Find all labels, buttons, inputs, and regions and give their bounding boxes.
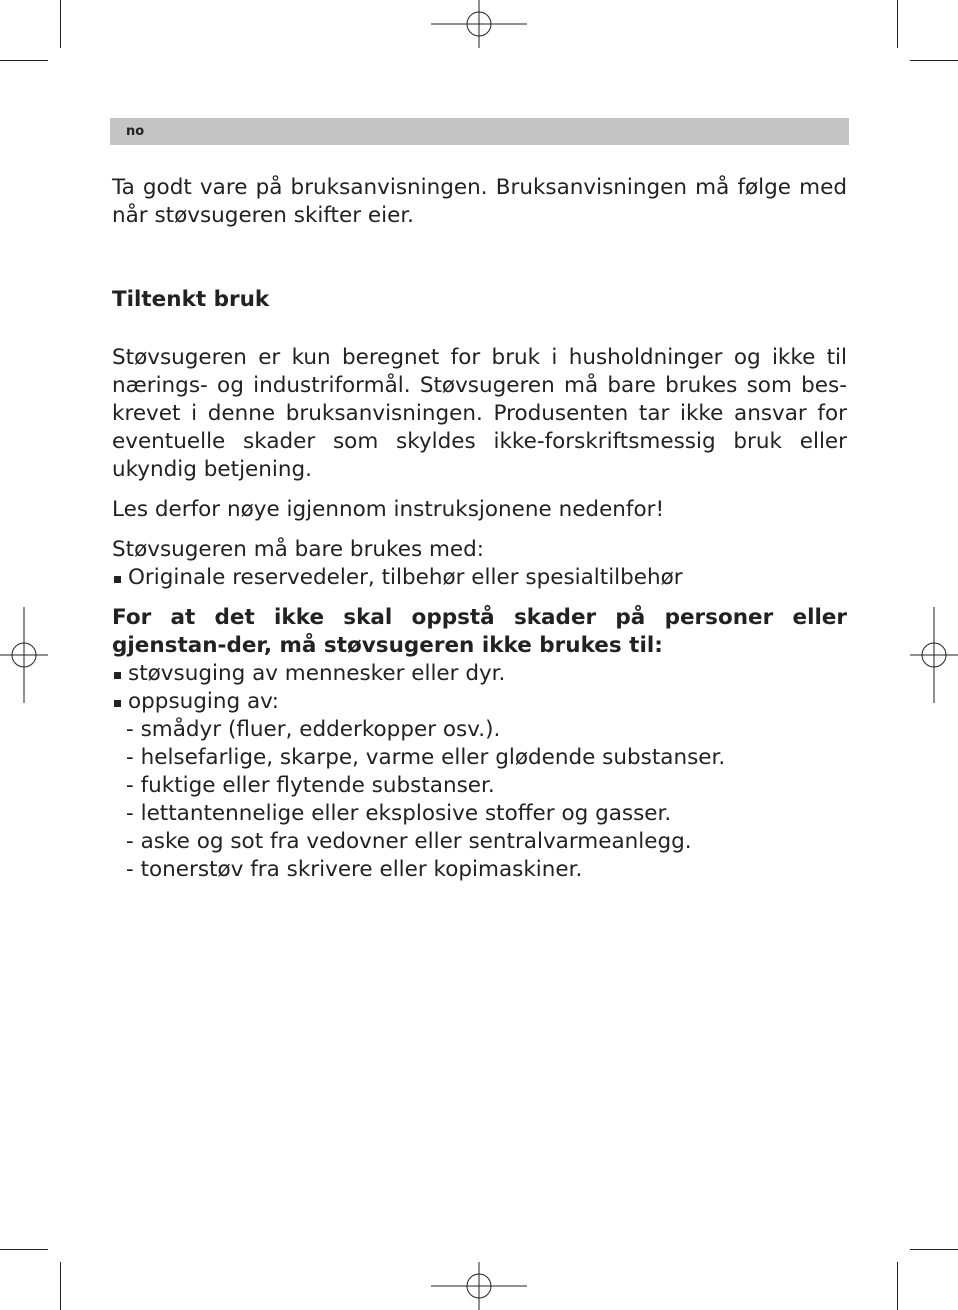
list-item: Originale reservedeler, tilbehør eller spesialtilbehør — [112, 564, 847, 592]
list-item: oppsuging av: — [112, 688, 847, 716]
usage-list — [112, 564, 847, 592]
registration-mark-right — [910, 607, 958, 703]
crop-mark-top-right-horizontal — [910, 60, 958, 61]
registration-mark-left — [0, 607, 48, 703]
language-code: no — [126, 124, 145, 139]
suction-list — [112, 716, 847, 884]
list-item: - helsefarlige, skarpe, varme eller glødende substanser. — [126, 745, 726, 770]
usage-paragraph: Støvsugeren er kun beregnet for bruk i husholdninger og ikke til nærings- og industriformål. Støvsugeren må bare brukes som bes-krevet i denne bruksanvisningen. Produsenten tar ikke ansvar for eventuelle skader som skyldes ikke-forskriftsmessig bruk eller ukyndig betjening. — [112, 345, 847, 482]
list-item: - aske og sot fra vedovner eller sentralvarmeanlegg. — [126, 829, 692, 854]
section-title: Tiltenkt bruk — [112, 287, 270, 312]
crop-mark-bottom-right-horizontal — [910, 1249, 958, 1250]
intro-text: Ta godt vare på bruksanvisningen. Bruksanvisningen må følge med når støvsugeren skifter eier. — [112, 175, 847, 228]
language-header-bar — [110, 118, 849, 145]
registration-mark-top — [431, 0, 527, 48]
registration-mark-bottom — [431, 1262, 527, 1310]
usage-intro: Støvsugeren må bare brukes med: — [112, 537, 485, 562]
warning-list — [112, 660, 847, 716]
crop-mark-bottom-right-vertical — [897, 1262, 898, 1310]
list-item: - smådyr (fluer, edderkopper osv.). — [126, 717, 501, 742]
instruction-note: Les derfor nøye igjennom instruksjonene nedenfor! — [112, 497, 665, 522]
crop-mark-top-left-vertical — [60, 0, 61, 48]
page-content — [112, 174, 847, 884]
crop-mark-top-right-vertical — [897, 0, 898, 48]
crop-mark-bottom-left-horizontal — [0, 1249, 48, 1250]
crop-mark-bottom-left-vertical — [60, 1262, 61, 1310]
list-item: - lettantennelige eller eksplosive stoffer og gasser. — [126, 801, 672, 826]
warning-title: For at det ikke skal oppstå skader på personer eller gjenstan-der, må støvsugeren ikke brukes til: — [112, 605, 847, 658]
list-item: - fuktige eller flytende substanser. — [126, 773, 495, 798]
list-item: støvsuging av mennesker eller dyr. — [112, 660, 847, 688]
crop-mark-top-left-horizontal — [0, 60, 48, 61]
list-item: - tonerstøv fra skrivere eller kopimaskiner. — [126, 857, 583, 882]
